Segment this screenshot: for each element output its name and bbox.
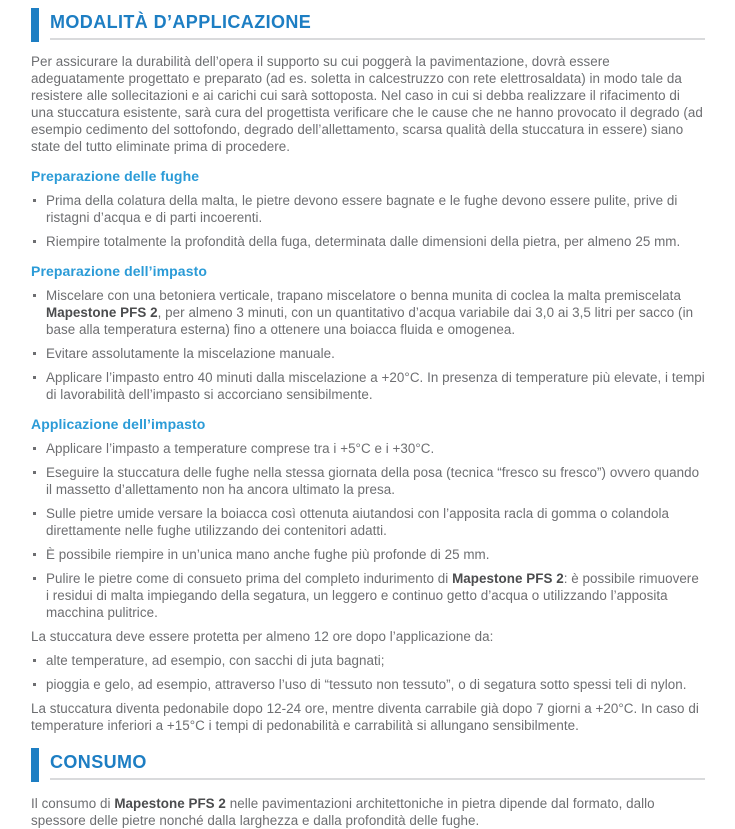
text-run: Il consumo di <box>31 796 115 811</box>
product-name: Mapestone PFS 2 <box>46 305 158 320</box>
consumo-paragraph <box>31 795 705 829</box>
list-item: alte temperature, ad esempio, con sacchi di juta bagnati; <box>31 652 705 669</box>
protection-lead-paragraph: La stuccatura deve essere protetta per almeno 12 ore dopo l’applicazione da: <box>31 629 494 644</box>
subheading-applicazione-impasto: Applicazione dell’impasto <box>31 416 206 432</box>
subheading-preparazione-impasto: Preparazione dell’impasto <box>31 263 207 279</box>
bullet-list-applicazione-impasto <box>31 440 705 621</box>
list-item: Sulle pietre umide versare la boiacca così ottenuta aiutandosi con l’apposita racla di gomma o colandola direttamente nelle fughe utilizzando dei contenitori adatti. <box>31 505 705 539</box>
section-title: CONSUMO <box>50 752 147 772</box>
accent-bar <box>31 8 39 42</box>
divider <box>50 778 705 780</box>
product-name: Mapestone PFS 2 <box>114 796 226 811</box>
section-header-inner <box>39 748 705 780</box>
list-item: È possibile riempire in un’unica mano anche fughe più profonde di 25 mm. <box>31 546 705 563</box>
list-item: Applicare l’impasto entro 40 minuti dalla miscelazione a +20°C. In presenza di temperature più elevate, i tempi di lavorabilità dell’impasto si accorciano sensibilmente. <box>31 369 705 403</box>
section-title: MODALITÀ D’APPLICAZIONE <box>50 12 312 32</box>
section-header-inner <box>39 8 705 40</box>
text-run: Pulire le pietre come di consueto prima del completo indurimento di <box>46 571 453 586</box>
list-item: Evitare assolutamente la miscelazione manuale. <box>31 345 705 362</box>
bullet-list-protezione <box>31 652 705 693</box>
list-item: pioggia e gelo, ad esempio, attraverso l’uso di “tessuto non tessuto”, o di segatura sotto spessi teli di nylon. <box>31 676 705 693</box>
text-run: nelle pavimentazioni architettoniche in pietra dipende dal formato, dallo spessore delle pietre nonché dalla larghezza e dalla profondità delle fughe. <box>31 796 655 828</box>
subheading-preparazione-fughe: Preparazione delle fughe <box>31 168 200 184</box>
list-item <box>31 287 705 338</box>
protection-outro-paragraph: La stuccatura diventa pedonabile dopo 12-24 ore, mentre diventa carrabile già dopo 7 giorni a +20°C. In caso di temperature inferiori a +15°C i tempi di pedonabilità e carrabilità si allungano sensibilmente. <box>31 701 699 733</box>
accent-bar <box>31 748 39 782</box>
divider <box>50 38 705 40</box>
bullet-list-preparazione-impasto <box>31 287 705 403</box>
text-run: Miscelare con una betoniera verticale, trapano miscelatore o benna munita di coclea la malta premiscelata <box>46 288 681 303</box>
text-run: : è possibile rimuovere i residui di malta impiegando della segatura, un leggero e continuo getto d’acqua o utilizzando l’apposita macchina pulitrice. <box>46 571 699 620</box>
section-header-modalita <box>31 8 705 42</box>
bullet-list-preparazione-fughe <box>31 192 705 250</box>
list-item: Eseguire la stuccatura delle fughe nella stessa giornata della posa (tecnica “fresco su fresco”) ovvero quando il massetto d’allettamento non ha ancora ultimato la presa. <box>31 464 705 498</box>
section-header-consumo <box>31 748 705 782</box>
list-item <box>31 570 705 621</box>
product-name: Mapestone PFS 2 <box>452 571 564 586</box>
text-run: , per almeno 3 minuti, con un quantitativo d’acqua variabile dai 3,0 ai 3,5 litri per sacco (in base alla temperatura esterna) fino a ottenere una boiacca fluida e omogenea. <box>46 305 694 337</box>
list-item: Applicare l’impasto a temperature comprese tra i +5°C e i +30°C. <box>31 440 705 457</box>
intro-paragraph: Per assicurare la durabilità dell’opera il supporto su cui poggerà la pavimentazione, dovrà essere adeguatamente progettato e preparato (ad es. soletta in calcestruzzo con rete elettrosaldata) in modo tale da resistere alle sollecitazioni e ai carichi cui sarà sottoposta. Nel caso in cui si debba realizzare il rifacimento di una stuccatura esistente, sarà cura del progettista verificare che le cause che ne hanno provocato il degrado (ad esempio cedimento del sottofondo, degrado dell’allettamento, scarsa qualità della stuccatura in essere) siano state del tutto eliminate prima di procedere. <box>31 54 703 154</box>
list-item: Prima della colatura della malta, le pietre devono essere bagnate e le fughe devono essere pulite, prive di ristagni d’acqua e di parti incoerenti. <box>31 192 705 226</box>
list-item: Riempire totalmente la profondità della fuga, determinata dalle dimensioni della pietra, per almeno 25 mm. <box>31 233 705 250</box>
